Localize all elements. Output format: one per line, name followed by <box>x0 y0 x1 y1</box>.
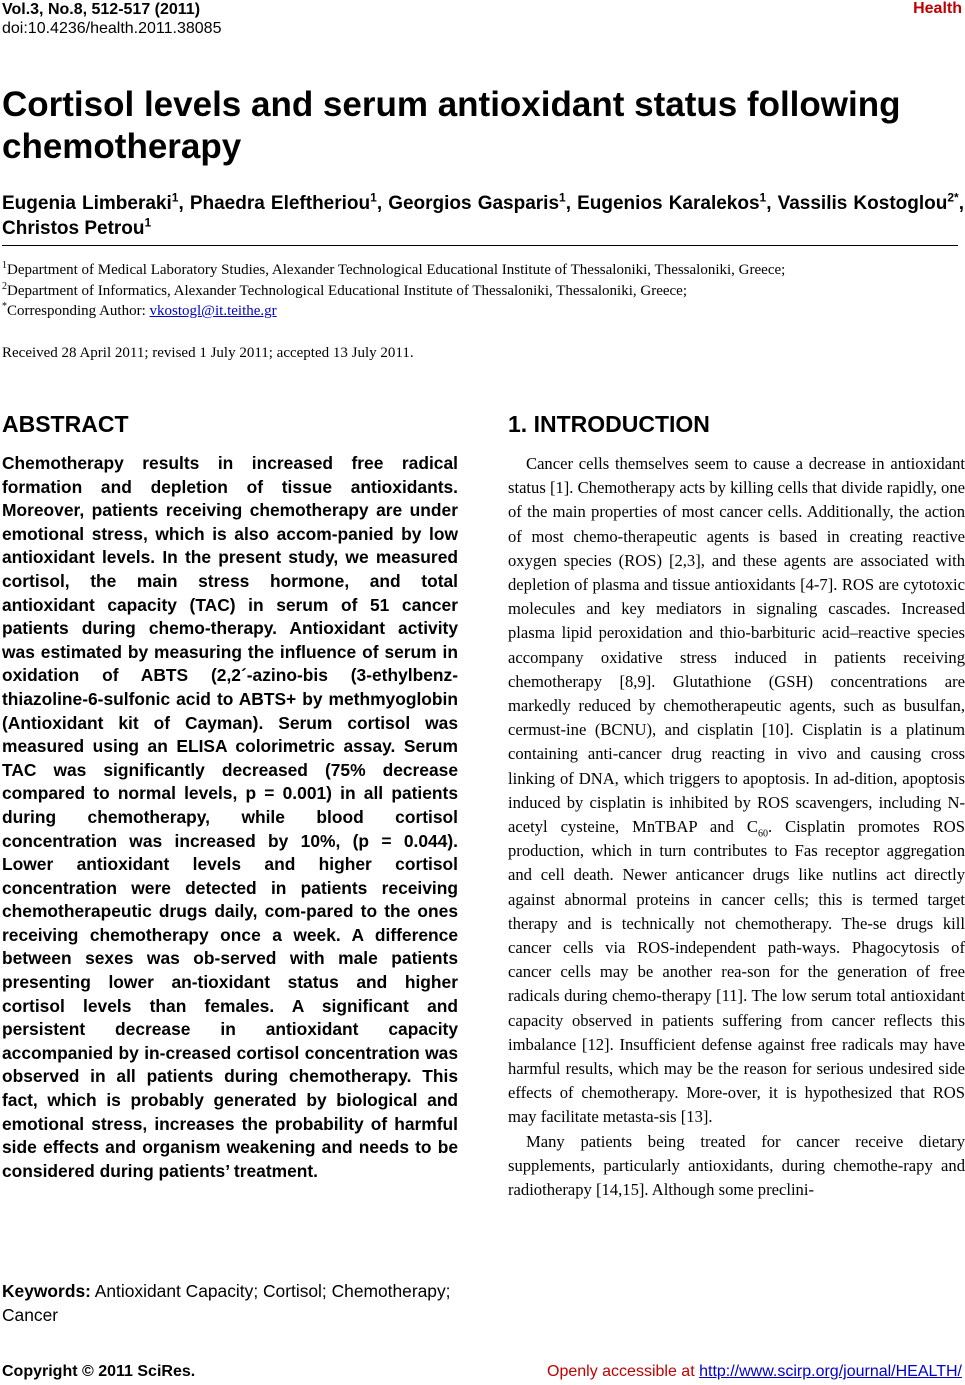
author-affil-mark: 2* <box>947 190 959 205</box>
affil-mark: 2 <box>2 280 7 292</box>
open-access-note <box>547 1363 962 1381</box>
journal-header <box>2 0 221 38</box>
volume-info: Vol.3, No.8, 512-517 (2011) <box>2 1 201 18</box>
paragraph-text: Cancer cells themselves seem to cause a decrease in antioxidant status [1]. Chemotherapy acts by killing cells that divide rapidly, one of the main properties of most cancer cells. Additionally, the action of most chemo-therapeutic agents is based in creating reactive oxygen species (ROS) [2,3], and these agents are associated with depletion of plasma and tissue antioxidants [4-7]. ROS are cytotoxic molecules and key mediators in signaling cascades. Increased plasma lipid peroxidation and thio-barbituric acid–reactive species accompany oxidative stress induced in patients receiving chemotherapy [8,9]. Glutathione (GSH) concentrations are markedly reduced by chemotherapeutic agents, such as busulfan, cermust-ine (BCNU), and cisplatin [10]. Cisplatin is a platinum containing anti-cancer drug reacting in vivo and causing cross linking of DNA, which triggers to apoptosis. In ad-dition, apoptosis induced by cisplatin is inhibited by ROS scavengers, including N-acetyl cysteine, MnTBAP and C <box>508 454 965 837</box>
subscript: 60 <box>757 828 768 840</box>
abstract-text: Chemotherapy results in increased free radical formation and depletion of tissue antioxidants. Moreover, patients receiving chemotherapy are under emotional stress, which is also accom-panied by low antioxidant levels. In the present study, we measured cortisol, the main stress hormone, and total antioxidant capacity (TAC) in serum of 51 cancer patients during chemo-therapy. Antioxidant activity was estimated by measuring the influence of serum in oxidation of ABTS (2,2´-azino-bis (3-ethylbenz-thiazoline-6-sulfonic acid to ABTS+ by methmyoglobin (Antioxidant kit of Cayman). Serum cortisol was measured using an ELISA colorimetric assay. Serum TAC was significantly decreased (75% decrease compared to normal levels, p = 0.001) in all patients during chemotherapy, while blood cortisol concentration was increased by 10%, (p = 0.044). Lower antioxidant levels and higher cortisol concentration were detected in patients receiving chemotherapeutic drugs daily, com-pared to the ones receiving chemotherapy once a week. A difference between sexes was ob-served with male patients presenting lower an-tioxidant status and higher cortisol levels than females. A significant and persistent decrease in antioxidant capacity accompanied by in-creased cortisol concentration was observed in all patients during chemotherapy. This fact, which is probably generated by biological and emotional stress, increases the probability of harmful side effects and organism weakening and needs to be considered during patients’ treatment. <box>2 453 458 1181</box>
header-divider <box>2 245 958 246</box>
author-name: Georgios Gasparis <box>388 193 560 214</box>
affil-mark: 1 <box>2 260 7 271</box>
affiliation-2 <box>2 281 962 302</box>
author-affil-mark: 1 <box>144 215 152 230</box>
keywords <box>2 1279 458 1327</box>
paper-title: Cortisol levels and serum antioxidant status following chemotherapy <box>2 85 901 166</box>
affil-text: Department of Medical Laboratory Studies, Alexander Technological Educational Institute of Thessaloniki, Thessaloniki, Greece; <box>7 262 786 278</box>
intro-paragraph-1 <box>508 452 965 1130</box>
paragraph-text: . Cisplatin promotes ROS production, which in turn contributes to Fas receptor aggregation and cell death. Newer anticancer drugs like nutlins act directly against abnormal proteins in cancer cells; this is termed target therapy and is technically not chemotherapy. The-se drugs kill cancer cells via ROS-independent path-ways. Phagocytosis of cancer cells may be another rea-son for the generation of free radicals during chemo-therapy [11]. The low serum total antioxidant capacity observed in patients suffering from cancer reflects this imbalance [12]. Insufficient defense against free radicals may have harmful results, which may be the reason for serious undesired side effects of chemotherapy. More-over, it is hypothesized that ROS may facilitate metasta-sis [13]. <box>508 817 965 1127</box>
author-name: Christos Petrou <box>2 218 145 239</box>
abstract-heading: ABSTRACT <box>2 411 129 437</box>
access-label: Openly accessible at <box>547 1363 700 1380</box>
author-name: Phaedra Eleftheriou <box>189 193 371 214</box>
keywords-label: Keywords: <box>2 1281 91 1301</box>
affiliation-1 <box>2 260 962 281</box>
journal-name: Health <box>913 0 962 17</box>
corresponding-email-link[interactable]: vkostogl@it.teithe.gr <box>149 303 277 319</box>
author-name: Vassilis Kostoglou <box>777 193 948 214</box>
author-affil-mark: 1 <box>171 190 179 205</box>
copyright: Copyright © 2011 SciRes. <box>2 1363 196 1380</box>
corresponding-author <box>2 301 962 322</box>
intro-paragraph-2: Many patients being treated for cancer receive dietary supplements, particularly antioxidants, during chemothe-rapy and radiotherapy [14,15]. Although some preclini- <box>508 1131 965 1200</box>
affiliations <box>2 260 962 322</box>
author-affil-mark: 1 <box>759 190 767 205</box>
journal-url-link[interactable]: http://www.scirp.org/journal/HEALTH/ <box>699 1363 962 1380</box>
affil-text: Department of Informatics, Alexander Technological Educational Institute of Thessaloniki, Thessaloniki, Greece; <box>7 282 687 299</box>
corresponding-label: Corresponding Author: <box>7 303 150 319</box>
introduction-body <box>508 452 965 1202</box>
received-dates: Received 28 April 2011; revised 1 July 2011; accepted 13 July 2011. <box>2 345 414 361</box>
author-name: Eugenia Limberaki <box>2 193 172 214</box>
author-affil-mark: 1 <box>559 190 566 205</box>
affil-mark: * <box>2 301 7 312</box>
author-name: Eugenios Karalekos <box>577 193 760 214</box>
introduction-heading: 1. INTRODUCTION <box>508 411 710 437</box>
author-list: Eugenia Limberaki$^1$, Phaedra Eleftheriou$^1$, Georgios Gasparis$^1$, Eugenios Karalekos$^1$, Vassilis Kostoglou$^{2*}$, Christos Petrou$^1$ <box>2 190 964 239</box>
keywords-text: Antioxidant Capacity; Cortisol; Chemotherapy; Cancer <box>2 1281 451 1325</box>
doi: doi:10.4236/health.2011.38085 <box>2 20 222 37</box>
author-affil-mark: 1 <box>370 190 377 205</box>
